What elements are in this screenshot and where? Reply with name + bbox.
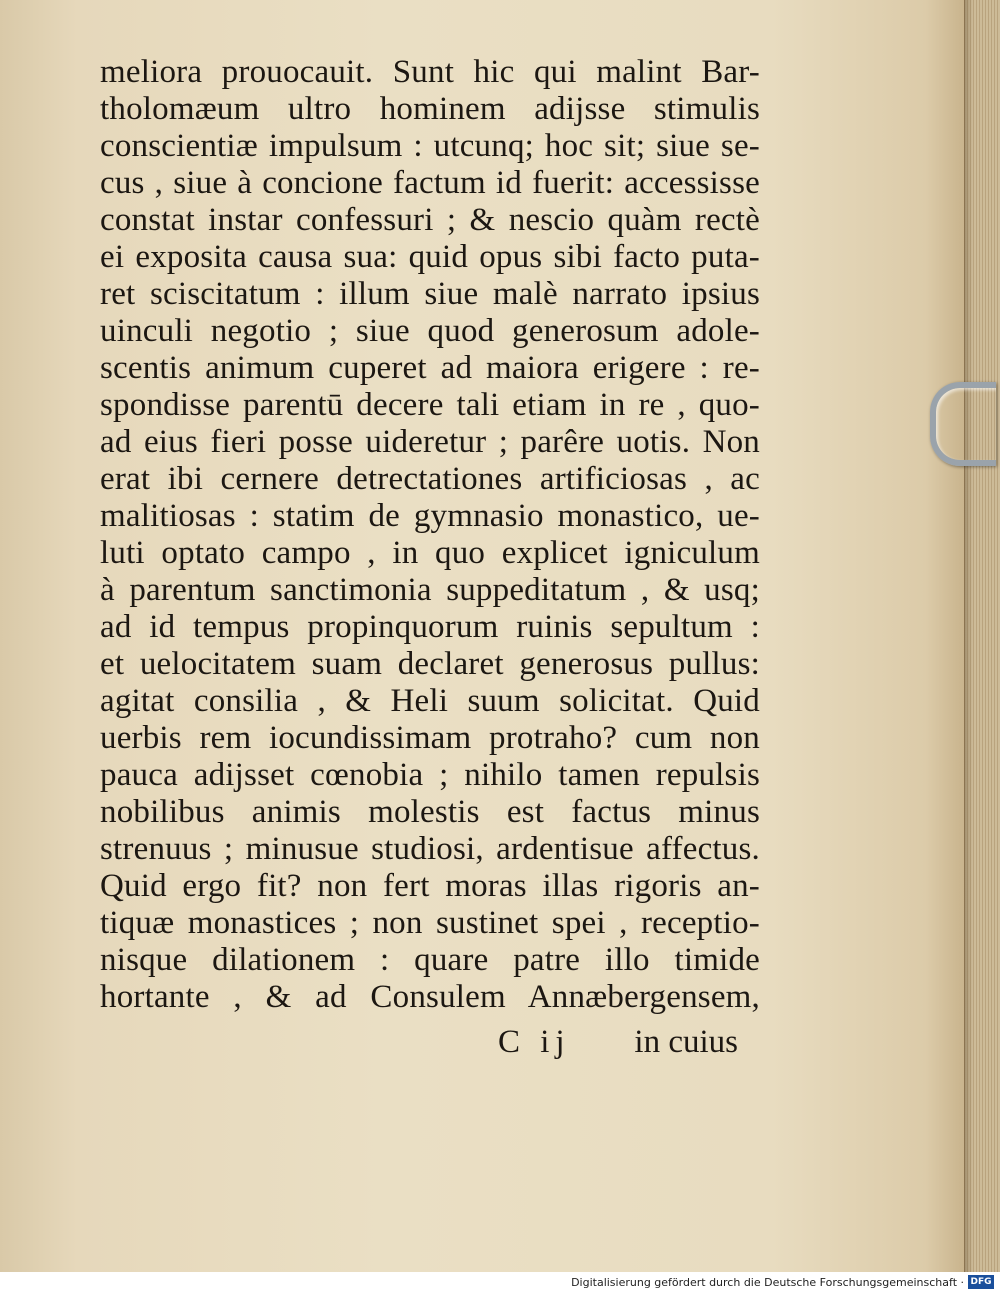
text-line: luti optato campo , in quo explicet igniculum (100, 535, 760, 571)
funding-credit: Digitalisierung gefördert durch die Deutsche Forschungsgemeinschaft · (571, 1276, 964, 1289)
text-line: nisque dilationem : quare patre illo timide (100, 942, 760, 978)
dfg-logo: DFG (968, 1275, 994, 1289)
text-line: spondisse parentū decere tali etiam in re , quo- (100, 387, 760, 423)
text-line: ei exposita causa sua: quid opus sibi facto puta- (100, 239, 760, 275)
text-line: ad eius fieri posse uideretur ; parêre uotis. Non (100, 424, 760, 460)
text-line: constat instar confessuri ; & nescio quàm rectè (100, 202, 760, 238)
text-line: uinculi negotio ; siue quod generosum adole- (100, 313, 760, 349)
text-line: Quid ergo fit? non fert moras illas rigoris an- (100, 868, 760, 904)
text-line: à parentum sanctimonia suppeditatum , & usq; (100, 572, 760, 608)
text-line: tholomæum ultro hominem adijsse stimulis (100, 91, 760, 127)
text-line: agitat consilia , & Heli suum solicitat. Quid (100, 683, 760, 719)
text-line: ret sciscitatum : illum siue malè narrato ipsius (100, 276, 760, 312)
digitization-footer (0, 1272, 1000, 1294)
text-line: hortante , & ad Consulem Annæbergensem, (100, 979, 760, 1015)
page-clip (930, 382, 996, 466)
text-line: cus , siue à concione factum id fuerit: accessisse (100, 165, 760, 201)
signature-mark: C ij (498, 1024, 571, 1060)
text-line: malitiosas : statim de gymnasio monastico, ue- (100, 498, 760, 534)
text-line: conscientiæ impulsum : utcunq; hoc sit; siue se- (100, 128, 760, 164)
text-line: tiquæ monastices ; non sustinet spei , receptio- (100, 905, 760, 941)
text-line: strenuus ; minusue studiosi, ardentisue affectus. (100, 831, 760, 867)
text-line: nobilibus animis molestis est factus minus (100, 794, 760, 830)
page-edges (964, 0, 1000, 1272)
text-line: erat ibi cernere detrectationes artificiosas , ac (100, 461, 760, 497)
text-line: scentis animum cuperet ad maiora erigere : re- (100, 350, 760, 386)
catchword: in cuius (634, 1024, 738, 1060)
text-line: uerbis rem iocundissimam protraho? cum non (100, 720, 760, 756)
text-line: ad id tempus propinquorum ruinis sepultum : (100, 609, 760, 645)
text-line: pauca adijsset cœnobia ; nihilo tamen repulsis (100, 757, 760, 793)
text-line: et uelocitatem suam declaret generosus pullus: (100, 646, 760, 682)
page-foot (100, 1020, 760, 1064)
text-line: meliora prouocauit. Sunt hic qui malint Bar- (100, 54, 760, 90)
